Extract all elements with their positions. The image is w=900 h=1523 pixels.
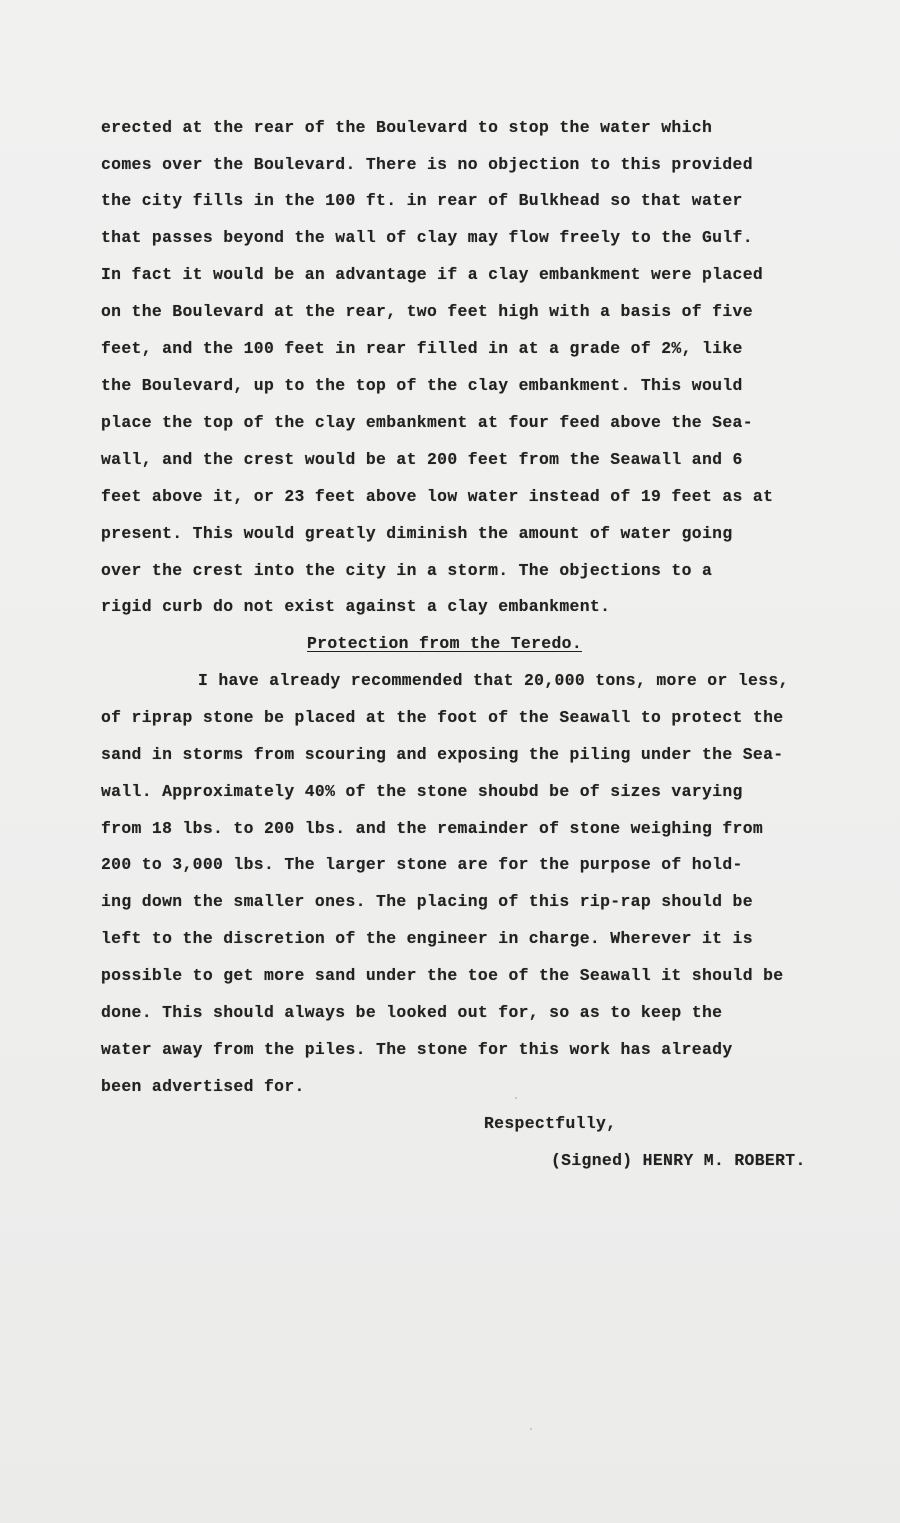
text-line: water away from the piles. The stone for this work has already — [101, 1040, 733, 1059]
closing: Respectfully, — [484, 1114, 617, 1133]
text-line: from 18 lbs. to 200 lbs. and the remainder of stone weighing from — [101, 819, 764, 838]
text-line: the city fills in the 100 ft. in rear of Bulkhead so that water — [101, 191, 743, 210]
text-line: that passes beyond the wall of clay may flow freely to the Gulf. — [101, 228, 753, 247]
text-line: the Boulevard, up to the top of the clay embankment. This would — [101, 376, 743, 395]
text-line: comes over the Boulevard. There is no objection to this provided — [101, 155, 753, 174]
paper-speck — [530, 1428, 532, 1430]
text-line: erected at the rear of the Boulevard to stop the water which — [101, 118, 713, 137]
section-heading: Protection from the Teredo. — [307, 634, 583, 653]
text-line: on the Boulevard at the rear, two feet high with a basis of five — [101, 302, 753, 321]
text-line: place the top of the clay embankment at four feed above the Sea- — [101, 413, 753, 432]
text-line: present. This would greatly diminish the amount of water going — [101, 524, 733, 543]
text-line: left to the discretion of the engineer in charge. Wherever it is — [101, 929, 753, 948]
text-line: been advertised for. — [101, 1077, 305, 1096]
text-line: rigid curb do not exist against a clay embankment. — [101, 597, 611, 616]
signature: (Signed) HENRY M. ROBERT. — [551, 1151, 806, 1170]
text-line: possible to get more sand under the toe of the Seawall it should be — [101, 966, 784, 985]
text-line: of riprap stone be placed at the foot of the Seawall to protect the — [101, 708, 784, 727]
text-line: 200 to 3,000 lbs. The larger stone are for the purpose of hold- — [101, 855, 743, 874]
text-line: wall. Approximately 40% of the stone shoubd be of sizes varying — [101, 782, 743, 801]
text-line: done. This should always be looked out for, so as to keep the — [101, 1003, 723, 1022]
text-line: over the crest into the city in a storm. The objections to a — [101, 561, 713, 580]
text-line: sand in storms from scouring and exposing the piling under the Sea- — [101, 745, 784, 764]
text-line: In fact it would be an advantage if a clay embankment were placed — [101, 265, 764, 284]
text-line: feet, and the 100 feet in rear filled in at a grade of 2%, like — [101, 339, 743, 358]
text-line: wall, and the crest would be at 200 feet from the Seawall and 6 — [101, 450, 743, 469]
paper-speck — [515, 1097, 517, 1099]
text-line: I have already recommended that 20,000 tons, more or less, — [198, 671, 789, 690]
text-line: feet above it, or 23 feet above low water instead of 19 feet as at — [101, 487, 774, 506]
text-line: ing down the smaller ones. The placing of this rip-rap should be — [101, 892, 753, 911]
